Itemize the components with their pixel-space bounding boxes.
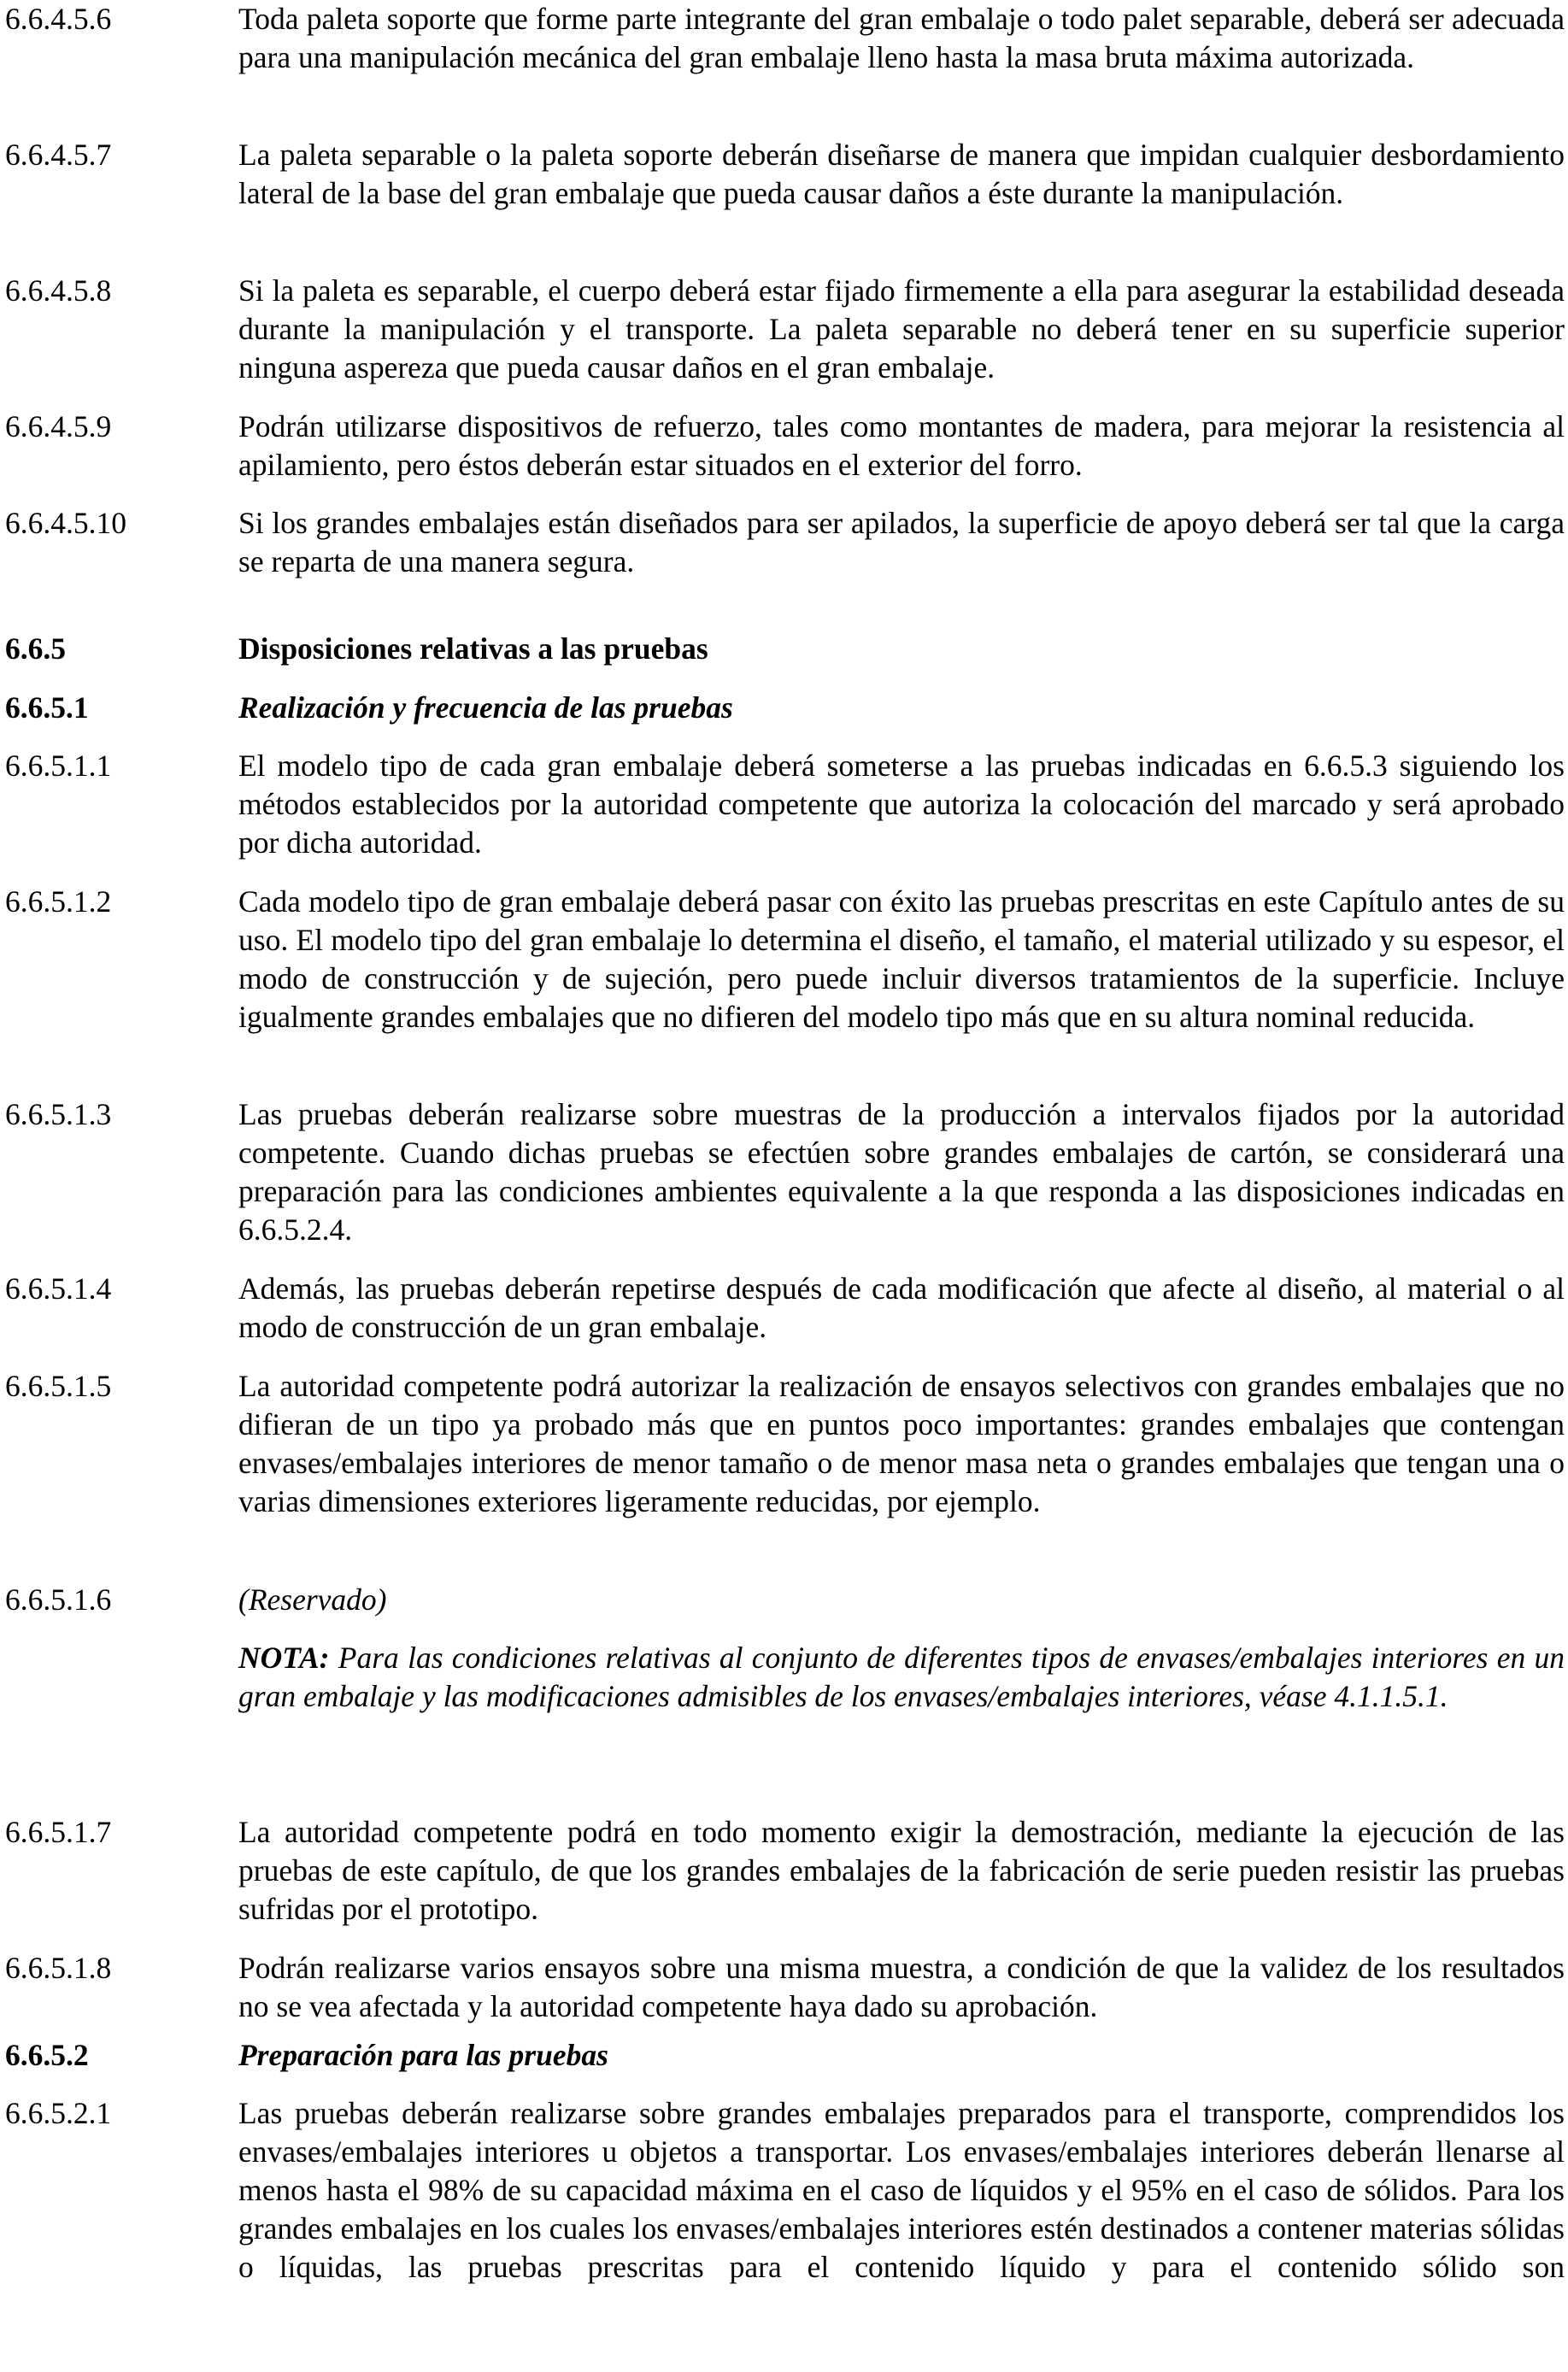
clause-number: 6.6.5.1.4: [5, 1271, 112, 1306]
clause-text: Si los grandes embalajes están diseñados para ser apilados, la superficie de apoyo deberá ser tal que la carga se reparta de una manera segura.: [238, 506, 1565, 578]
clause-number: 6.6.5.1.7: [5, 1815, 112, 1849]
subsection-number: 6.6.5.1: [5, 690, 89, 725]
subsection-title: Realización y frecuencia de las pruebas: [238, 690, 733, 725]
clause-text: Además, las pruebas deberán repetirse después de cada modificación que afecte al diseño, al material o al modo de construcción de un gran embalaje.: [238, 1271, 1565, 1344]
clause-number: 6.6.4.5.9: [5, 409, 112, 443]
clause-text: La autoridad competente podrá autorizar la realización de ensayos selectivos con grandes embalajes que no difieran de un tipo ya probado más que en puntos poco importantes: grandes embalajes que contengan envases/embalajes interiores de menor tamaño o de menor masa neta o grandes embalajes que tengan una o varias dimensiones exteriores ligeramente reducidas, por ejemplo.: [238, 1369, 1565, 1518]
clause-number: 6.6.5.2.1: [5, 2096, 112, 2130]
clause-text: Toda paleta soporte que forme parte integrante del gran embalaje o todo palet separable, deberá ser adecuada para una manipulación mecánica del gran embalaje lleno hasta la masa bruta máxima autorizada.: [238, 2, 1565, 74]
clause-number: 6.6.5.1.8: [5, 1951, 112, 1985]
note-body: Para las condiciones relativas al conjunto de diferentes tipos de envases/embalajes interiores en un gran embalaje y las modificaciones admisibles de los envases/embalajes interiores, véase 4.1.1.5.1.: [238, 1641, 1565, 1713]
section-number: 6.6.5: [5, 631, 66, 666]
clause-number: 6.6.4.5.8: [5, 273, 112, 308]
note-text: [238, 1639, 1565, 1716]
clause-text: Cada modelo tipo de gran embalaje deberá pasar con éxito las pruebas prescritas en este Capítulo antes de su uso. El modelo tipo del gran embalaje lo determina el diseño, el tamaño, el material utilizado y su espesor, el modo de construcción y de sujeción, pero puede incluir diversos tratamientos de la superficie. Incluye igualmente grandes embalajes que no difieren del modelo tipo más que en su altura nominal reducida.: [238, 884, 1565, 1034]
clause-text: La autoridad competente podrá en todo momento exigir la demostración, mediante la ejecución de las pruebas de este capítulo, de que los grandes embalajes de la fabricación de serie pueden resistir las pruebas sufridas por el prototipo.: [238, 1815, 1565, 1926]
clause-number: 6.6.5.1.3: [5, 1097, 112, 1131]
clause-number: 6.6.5.1.6: [5, 1582, 112, 1617]
clause-text: Si la paleta es separable, el cuerpo deberá estar fijado firmemente a ella para asegurar la estabilidad deseada durante la manipulación y el transporte. La paleta separable no deberá tener en su superficie superior ninguna aspereza que pueda causar daños en el gran embalaje.: [238, 273, 1565, 385]
subsection-title: Preparación para las pruebas: [238, 2038, 608, 2072]
clause-number: 6.6.5.1.2: [5, 884, 112, 919]
clause-number: 6.6.4.5.10: [5, 506, 126, 540]
clause-text: Las pruebas deberán realizarse sobre muestras de la producción a intervalos fijados por la autoridad competente. Cuando dichas pruebas se efectúen sobre grandes embalajes de cartón, se considerará una preparación para las condiciones ambientes equivalente a la que responda a las disposiciones indicadas en 6.6.5.2.4.: [238, 1097, 1565, 1247]
clause-number: 6.6.4.5.6: [5, 2, 112, 36]
clause-number: 6.6.4.5.7: [5, 138, 112, 172]
clause-text: (Reservado): [238, 1582, 387, 1617]
clause-number: 6.6.5.1.5: [5, 1369, 112, 1403]
clause-text: El modelo tipo de cada gran embalaje deberá someterse a las pruebas indicadas en 6.6.5.3 siguiendo los métodos establecidos por la autoridad competente que autoriza la colocación del marcado y será aprobado por dicha autoridad.: [238, 749, 1565, 860]
clause-text: Las pruebas deberán realizarse sobre grandes embalajes preparados para el transporte, comprendidos los envases/embalajes interiores u objetos a transportar. Los envases/embalajes interiores deberán llenarse al menos hasta el 98% de su capacidad máxima en el caso de líquidos y el 95% en el caso de sólidos. Para los grandes embalajes en los cuales los envases/embalajes interiores estén destinados a contener materias sólidas o líquidas, las pruebas prescritas para el contenido líquido y para el contenido sólido son: [238, 2096, 1565, 2284]
clause-number: 6.6.5.1.1: [5, 749, 112, 783]
note-label: NOTA:: [238, 1641, 330, 1675]
subsection-number: 6.6.5.2: [5, 2038, 89, 2072]
clause-text: La paleta separable o la paleta soporte deberán diseñarse de manera que impidan cualquier desbordamiento lateral de la base del gran embalaje que pueda causar daños a éste durante la manipulación.: [238, 138, 1565, 210]
clause-text: Podrán utilizarse dispositivos de refuerzo, tales como montantes de madera, para mejorar la resistencia al apilamiento, pero éstos deberán estar situados en el exterior del forro.: [238, 409, 1565, 482]
clause-text: Podrán realizarse varios ensayos sobre una misma muestra, a condición de que la validez de los resultados no se vea afectada y la autoridad competente haya dado su aprobación.: [238, 1951, 1565, 2023]
section-title: Disposiciones relativas a las pruebas: [238, 631, 708, 666]
